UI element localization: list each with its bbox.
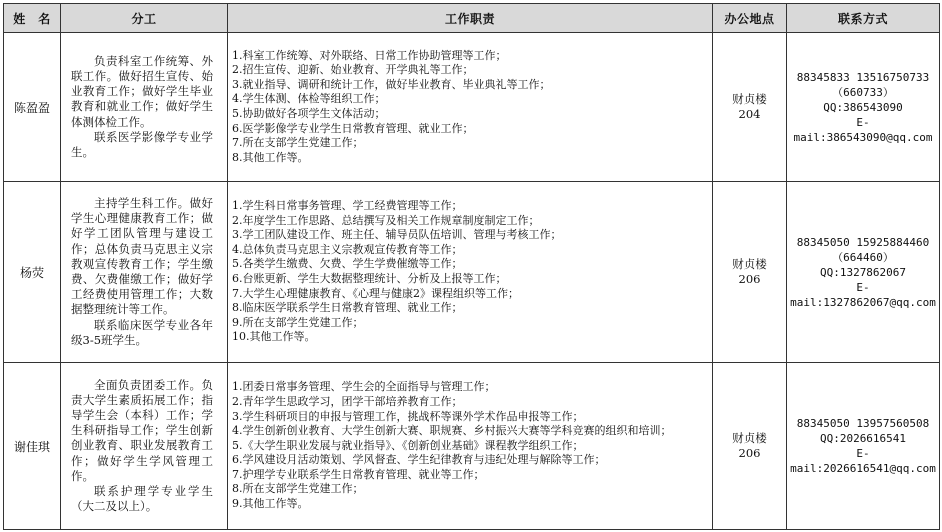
responsibility-item: 3.就业指导、调研和统计工作，做好毕业教育、毕业典礼等工作；	[232, 77, 551, 91]
office-building: 财贞楼	[732, 257, 767, 271]
staff-name: 谢佳琪	[4, 363, 61, 530]
responsibility-item: 6.医学影像学专业学生日常教育管理、就业工作；	[232, 121, 474, 135]
responsibility-item: 6.台账更新、学生大数据整理统计、分析及上报等工作；	[232, 272, 507, 285]
duty-contact-text: 联系临床医学专业各年级3-5班学生。	[71, 317, 213, 347]
contact-cell	[787, 33, 940, 182]
responsibility-item: 9.所在支部学生党建工作；	[232, 315, 364, 329]
contact-email: E-mail:2026616541@qq.com	[790, 447, 936, 475]
contact-email: E-mail:1327862067@qq.com	[790, 280, 936, 309]
responsibility-item: 1.团委日常事务管理、学生会的全面指导与管理工作；	[232, 380, 496, 394]
office-building: 财贞楼	[732, 431, 767, 445]
responsibility-item: 5.各类学生缴费、欠费、学生学费催缴等工作；	[232, 257, 463, 271]
responsibility-item: 9.其他工作等。	[232, 497, 309, 511]
responsibilities-cell	[228, 33, 713, 182]
contact-phone: 88345050 15925884460	[796, 235, 930, 249]
contact-phone: 88345833 13516750733	[796, 70, 930, 84]
responsibility-item: 5.《大学生职业发展与就业指导》、《创新创业基础》课程教学组织工作；	[232, 438, 584, 452]
responsibility-item: 8.其他工作等。	[232, 150, 309, 164]
responsibility-item: 3.学生科研项目的申报与管理工作，挑战杯等课外学术作品申报等工作；	[232, 409, 584, 423]
contact-email: E-mail:386543090@qq.com	[793, 115, 933, 144]
office-room: 204	[738, 107, 761, 121]
office-building: 财贞楼	[732, 92, 767, 106]
header-responsibilities: 工作职责	[228, 4, 713, 33]
responsibility-item: 2.年度学生工作思路、总结撰写及相关工作规章制度制定工作；	[232, 213, 540, 227]
responsibility-item: 10.其他工作等。	[232, 330, 316, 344]
header-name: 姓 名	[4, 4, 61, 33]
office-room: 206	[738, 446, 761, 460]
duty-contact-text: 联系医学影像学专业学 生。	[71, 129, 225, 159]
contact-short-number: （664460）	[832, 250, 894, 264]
office-cell	[713, 363, 787, 530]
header-office: 办公地点	[713, 4, 787, 33]
responsibilities-cell	[228, 363, 713, 530]
responsibility-item: 4.总体负责马克思主义宗教观宣传教育等工作；	[232, 242, 463, 256]
responsibility-item: 5.协助做好各项学生文体活动；	[232, 107, 386, 120]
duty-text: 负责科室工作统筹、外联工作。做好招生宣传、始业教育工作；做好学生毕业教育和就业工作；做好学生体测体检工作。	[71, 53, 213, 129]
responsibility-item: 1.科室工作统筹、对外联络、日常工作协助管理等工作；	[232, 48, 507, 62]
office-room: 206	[738, 272, 761, 286]
table-row	[4, 33, 940, 182]
responsibility-item: 3.学工团队建设工作、班主任、辅导员队伍培训、管理与考核工作；	[232, 228, 562, 242]
responsibility-item: 6.学风建设月活动策划、学风督查、学生纪律教育与违纪处理与解除等工作；	[232, 453, 606, 467]
contact-short-number: （660733）	[832, 85, 894, 99]
header-duty: 分工	[61, 4, 228, 33]
contact-cell	[787, 182, 940, 363]
responsibility-item: 1.学生科日常事务管理、学工经费管理等工作；	[232, 199, 463, 213]
responsibility-item: 2.招生宣传、迎新、始业教育、开学典礼等工作；	[232, 63, 474, 77]
header-contact: 联系方式	[787, 4, 940, 33]
duty-cell	[61, 33, 228, 182]
table-row	[4, 363, 940, 530]
duty-contact-text: 联系护理学专业学生（大二及以上）。	[71, 484, 213, 514]
responsibility-item: 7.护理学专业联系学生日常教育管理、就业等工作；	[232, 467, 485, 481]
staff-name: 杨荧	[4, 182, 61, 363]
duty-text: 主持学生科工作。做好学生心理健康教育工作；做好学工团队管理与建设工作；总体负责马克思主义宗教观宣传教育工作；学生缴费、欠费催缴工作；做好学工经费使用管理工作；大数据整理统计等工作。	[71, 195, 213, 317]
contact-phone: 88345050 13957560508	[796, 417, 930, 430]
responsibility-item: 8.所在支部学生党建工作；	[232, 482, 364, 496]
table-row	[4, 182, 940, 363]
responsibility-item: 2.青年学生思政学习，团学干部培养教育工作；	[232, 394, 463, 408]
responsibility-item: 8.临床医学联系学生日常教育管理、就业工作；	[232, 301, 463, 315]
responsibilities-cell	[228, 182, 713, 363]
header-row	[4, 4, 940, 33]
staff-duty-table	[3, 3, 940, 530]
contact-qq: QQ:2026616541	[819, 432, 907, 445]
contact-qq: QQ:386543090	[823, 100, 903, 114]
contact-qq: QQ:1327862067	[819, 265, 907, 279]
duty-cell	[61, 182, 228, 363]
duty-text: 全面负责团委工作。负责大学生素质拓展工作；指导学生会（本科）工作；学生科研指导工作；学生创新创业教育、职业发展教育工作；做好学生学风管理工作。	[71, 377, 213, 483]
responsibility-item: 7.所在支部学生党建工作；	[232, 136, 364, 150]
office-cell	[713, 182, 787, 363]
contact-cell	[787, 363, 940, 530]
office-cell	[713, 33, 787, 182]
responsibility-item: 4.学生创新创业教育、大学生创新大赛、职规赛、乡村振兴大赛等学科竞赛的组织和培训；	[232, 424, 672, 438]
duty-cell	[61, 363, 228, 530]
staff-name: 陈盈盈	[4, 33, 61, 182]
responsibility-item: 7.大学生心理健康教育、《心理与健康2》课程组织等工作；	[232, 286, 519, 300]
responsibility-item: 4.学生体测、体检等组织工作；	[232, 92, 386, 106]
